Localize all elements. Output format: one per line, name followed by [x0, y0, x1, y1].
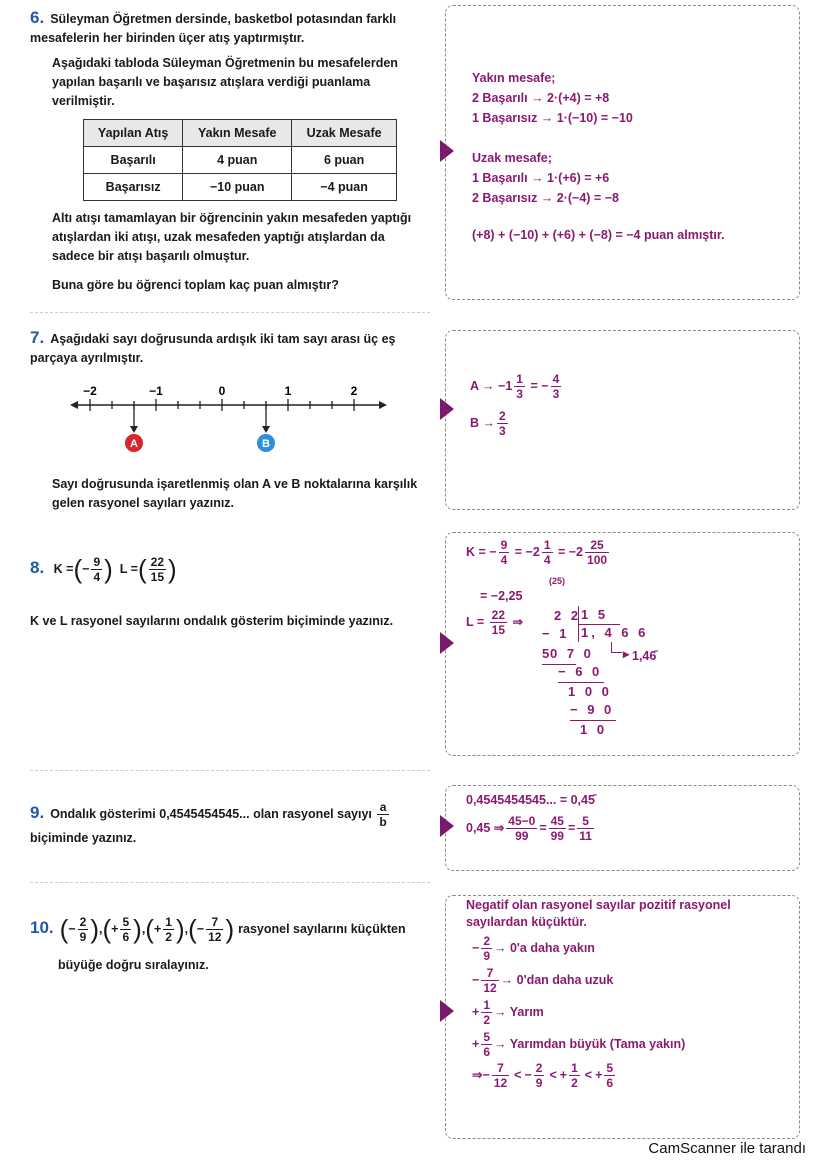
- fraction: [481, 934, 492, 963]
- question-text: K ve L rasyonel sayılarını ondalık gösterim biçiminde yazınız.: [30, 614, 394, 628]
- table-row: [84, 147, 397, 174]
- numerator: 45−0: [508, 814, 536, 828]
- answer-line: 1 Başarılı → 1·(+6) = +6: [472, 171, 610, 185]
- answer-line: Yakın mesafe;: [472, 71, 556, 85]
- denominator: 11: [579, 829, 592, 843]
- signed-fraction: [111, 915, 133, 944]
- numerator: 5: [606, 1061, 614, 1075]
- denominator: b: [379, 815, 387, 829]
- sign: +: [595, 1067, 603, 1082]
- table-cell: −10 puan: [183, 174, 292, 201]
- numerator: 22: [491, 608, 506, 622]
- question-number: 10.: [30, 917, 54, 937]
- question-6: [30, 8, 422, 295]
- division-step: 1 0 0: [568, 684, 612, 699]
- signed-fraction: [472, 998, 494, 1027]
- answer-10: [466, 897, 792, 1090]
- answer-line: Uzak mesafe;: [472, 151, 552, 165]
- comparison-item: [472, 934, 792, 963]
- tick-label: 0: [218, 384, 226, 398]
- question-10: 10. (− $\frac{2}{9}$ ),(+ $\frac{5}{6}$ ),(+ $\frac{1}{2}$ ),(− $\frac{7}{12}$ ) rasyonel sayılarını küçükten büyüğe doğru sıralayınız.: [30, 915, 430, 975]
- table-cell: Başarılı: [84, 147, 183, 174]
- denominator: 3: [552, 387, 560, 401]
- pointer-triangle-icon: [440, 632, 454, 654]
- numerator: 2: [535, 1061, 543, 1075]
- division-step: 1 0: [580, 722, 608, 737]
- answer-7: [470, 372, 563, 438]
- denominator: 15: [491, 623, 506, 637]
- fraction: [120, 915, 131, 944]
- answer-text: K =: [466, 544, 486, 559]
- denominator: 9: [535, 1076, 543, 1090]
- less-than: <: [514, 1067, 522, 1082]
- number-line: [70, 380, 390, 460]
- question-8: 8. K =(− $\frac{9}{4}$ ) L =( $\frac{22}{15}$ ) K ve L rasyonel sayılarını ondalık gösterim biçiminde yazınız.: [30, 555, 422, 631]
- table-cell: −4 puan: [292, 174, 397, 201]
- signed-fraction: [68, 915, 90, 944]
- fraction: [163, 915, 174, 944]
- question-text: Süleyman Öğretmen dersinde, basketbol potasından farklı mesafelerin her birinden üçer atış yaptırmıştır.: [30, 12, 397, 45]
- comparison-item: [472, 1030, 792, 1059]
- score-table: [83, 119, 397, 201]
- pointer-triangle-icon: [440, 1000, 454, 1022]
- answer-line: 2 Başarısız → 2·(−4) = −8: [472, 191, 619, 205]
- answer-text: → Yarım: [494, 1004, 544, 1019]
- numerator: 2: [483, 934, 490, 948]
- numerator: 9: [93, 555, 101, 569]
- tick-label: 2: [350, 384, 358, 398]
- signed-fraction: [524, 1061, 546, 1090]
- numerator: 5: [122, 915, 130, 929]
- divider: [30, 770, 430, 771]
- comparison-item: [472, 966, 792, 995]
- fraction: [492, 1061, 509, 1090]
- divider: [30, 882, 430, 883]
- answer-text: → 0'dan daha uzuk: [500, 972, 614, 987]
- arrow: ⇒: [512, 614, 523, 629]
- fraction: [78, 915, 89, 944]
- answer-text: = −2: [557, 544, 584, 559]
- numerator: 7: [492, 1061, 509, 1076]
- sign: −: [482, 1067, 490, 1082]
- signed-fraction: [472, 1030, 494, 1059]
- division-step: 0 7 0: [550, 646, 594, 661]
- numerator: 25: [585, 538, 609, 553]
- question-7: [30, 328, 422, 368]
- table-cell: Başarısız: [84, 174, 183, 201]
- sign: +: [153, 921, 162, 936]
- question-number: 6.: [30, 8, 45, 27]
- denominator: 100: [587, 553, 608, 567]
- question-text: biçiminde yazınız.: [30, 831, 137, 845]
- signed-fraction: [595, 1061, 617, 1090]
- fraction: [481, 1030, 492, 1059]
- table-cell: 4 puan: [183, 147, 292, 174]
- sign: +: [472, 1036, 480, 1051]
- numerator: a: [377, 800, 388, 815]
- answer-line: 1 Başarısız → 1·(−10) = −10: [472, 111, 633, 125]
- answer-text: B →: [470, 415, 495, 430]
- expression-label: L =: [119, 561, 138, 576]
- answer-text: = −2: [514, 544, 540, 559]
- answer-text: =: [530, 378, 538, 393]
- division-step: − 1 5: [542, 624, 576, 665]
- expression-label: K =: [53, 561, 74, 576]
- question-text: Sayı doğrusunda işaretlenmiş olan A ve B noktalarına karşılık gelen rasyonel sayıları yazınız.: [52, 477, 418, 510]
- arrow: ⇒: [472, 1067, 483, 1082]
- question-number: 7.: [30, 328, 45, 347]
- denominator: 6: [483, 1045, 490, 1059]
- numerator: 1: [543, 538, 551, 552]
- fraction: [534, 1061, 545, 1090]
- fraction: [569, 1061, 580, 1090]
- question-number: 8.: [30, 557, 45, 577]
- answer-line: (+8) + (−10) + (+6) + (−8) = −4 puan almıştır.: [472, 228, 725, 242]
- answer-text: = −2,25: [480, 589, 523, 603]
- numerator: 9: [500, 538, 508, 552]
- numerator: 7: [206, 915, 223, 930]
- sign: −: [472, 972, 480, 987]
- answer-text: 0,45 ⇒: [466, 820, 505, 835]
- answer-text: → 0'a daha yakın: [494, 940, 595, 955]
- denominator: 9: [483, 949, 490, 963]
- sign: −: [196, 921, 205, 936]
- sign: −: [472, 940, 480, 955]
- sign: +: [111, 921, 119, 936]
- divider: [30, 312, 430, 313]
- denominator: 12: [208, 930, 222, 944]
- denominator: 99: [515, 829, 529, 843]
- question-prompt: Buna göre bu öğrenci toplam kaç puan almıştır?: [52, 278, 339, 292]
- question-9: [30, 800, 422, 848]
- signed-fraction: [196, 915, 226, 944]
- denominator: 2: [483, 1013, 490, 1027]
- numerator: 5: [577, 814, 594, 829]
- question-text: büyüğe doğru sıralayınız.: [58, 958, 209, 972]
- pointer-triangle-icon: [440, 398, 454, 420]
- signed-fraction: [153, 915, 176, 944]
- arrow-icon: [611, 642, 622, 653]
- signed-fraction: [482, 1061, 511, 1090]
- table-header: Yakın Mesafe: [183, 120, 292, 147]
- answer-9: 0,4545454545... = 0,45̄ 0,45 ⇒ $\frac{45-0}{99}$ = $\frac{45}{99}$ = $\frac{5}{11}$: [466, 790, 596, 843]
- numerator: 1: [516, 372, 523, 386]
- fraction: [481, 966, 498, 995]
- fraction: [206, 915, 223, 944]
- denominator: 4: [500, 553, 508, 567]
- sign: +: [559, 1067, 568, 1082]
- question-text: Aşağıdaki sayı doğrusunda ardışık iki tam sayı arası üç eş parçaya ayrılmıştır.: [30, 332, 396, 365]
- denominator: 2: [165, 930, 172, 944]
- answer-text: A →: [470, 378, 495, 393]
- table-header: Uzak Mesafe: [292, 120, 397, 147]
- question-text: rasyonel sayılarını küçükten: [238, 921, 406, 936]
- denominator: 9: [79, 930, 87, 944]
- sign: −: [489, 544, 497, 559]
- tick-label: 1: [284, 384, 292, 398]
- answer-text: 0,4545454545... = 0,45̄: [466, 793, 595, 807]
- fraction: [481, 998, 492, 1027]
- answer-text: → Yarımdan büyük (Tama yakın): [494, 1036, 686, 1051]
- numerator: 22: [150, 555, 164, 569]
- pointer-triangle-icon: [440, 140, 454, 162]
- answer-text: L =: [466, 614, 485, 629]
- pointer-triangle-icon: [440, 815, 454, 837]
- numerator: 2: [499, 409, 506, 423]
- expansion-note: (25): [549, 576, 566, 586]
- table-cell: 6 puan: [292, 147, 397, 174]
- answer-8: [466, 538, 786, 748]
- division-step: 2 2: [554, 608, 582, 623]
- answer-text: Negatif olan rasyonel sayılar pozitif rasyonel sayılardan küçüktür.: [466, 898, 731, 929]
- denominator: 6: [122, 930, 130, 944]
- answer-line: 2 Başarılı → 2·(+4) = +8: [472, 91, 610, 105]
- denominator: 6: [606, 1076, 614, 1090]
- denominator: 12: [493, 1076, 508, 1090]
- denominator: 99: [550, 829, 564, 843]
- signed-fraction: [472, 934, 494, 963]
- denominator: 15: [150, 570, 164, 584]
- denominator: 3: [516, 387, 523, 401]
- tick-label: −2: [83, 384, 97, 398]
- fraction: [604, 1061, 615, 1090]
- result-arrow: ▸: [623, 647, 630, 661]
- comparison-item: [472, 998, 792, 1027]
- signed-fraction: [472, 966, 501, 995]
- answer-text: −: [541, 378, 549, 393]
- numerator: 2: [79, 915, 87, 929]
- numerator: 1: [483, 998, 490, 1012]
- point-a-label: A: [130, 438, 138, 450]
- denominator: 12: [483, 981, 497, 995]
- question-text: Altı atışı tamamlayan bir öğrencinin yakın mesafeden yaptığı atışlardan iki atışı, uzak mesafeden yaptığı atışlardan da sadece bir atışı başarılı olmuştur.: [52, 211, 412, 263]
- table-row: [84, 174, 397, 201]
- question-text: Aşağıdaki tabloda Süleyman Öğretmenin bu mesafelerden yapılan başarılı ve başarısız atışlara verdiği puanlama verilmiştir.: [52, 56, 398, 108]
- point-b-label: B: [262, 438, 270, 450]
- numerator: 1: [165, 915, 172, 929]
- answer-text: −1: [498, 378, 513, 393]
- sign: −: [524, 1067, 532, 1082]
- denominator: 3: [499, 424, 506, 438]
- division-quotient: 1, 4 6 6: [578, 624, 648, 642]
- numerator: 5: [483, 1030, 490, 1044]
- numerator: 45: [550, 814, 564, 828]
- numerator: 4: [552, 372, 560, 386]
- question-number: 9.: [30, 802, 45, 822]
- denominator: 4: [93, 570, 101, 584]
- scanner-footer: CamScanner ile tarandı: [648, 1140, 806, 1157]
- table-header: Yapılan Atış: [84, 120, 183, 147]
- decimal-result: 1,46̄: [632, 649, 657, 663]
- less-than: <: [584, 1067, 593, 1082]
- answer-6: [472, 68, 725, 245]
- sign: +: [472, 1004, 480, 1019]
- numerator: 7: [481, 966, 498, 981]
- question-text: Ondalık gösterimi 0,4545454545... olan rasyonel sayıyı: [50, 806, 372, 821]
- division-step: − 9 0: [570, 700, 616, 721]
- denominator: 4: [543, 553, 551, 567]
- denominator: 2: [571, 1076, 578, 1090]
- signed-fraction: [559, 1061, 582, 1090]
- division-step: − 6 0: [558, 662, 604, 683]
- tick-label: −1: [149, 384, 163, 398]
- sign: −: [68, 921, 76, 936]
- numerator: 1: [571, 1061, 578, 1075]
- sign: −: [82, 561, 90, 576]
- less-than: <: [549, 1067, 557, 1082]
- division-divisor: 1 5: [578, 606, 620, 625]
